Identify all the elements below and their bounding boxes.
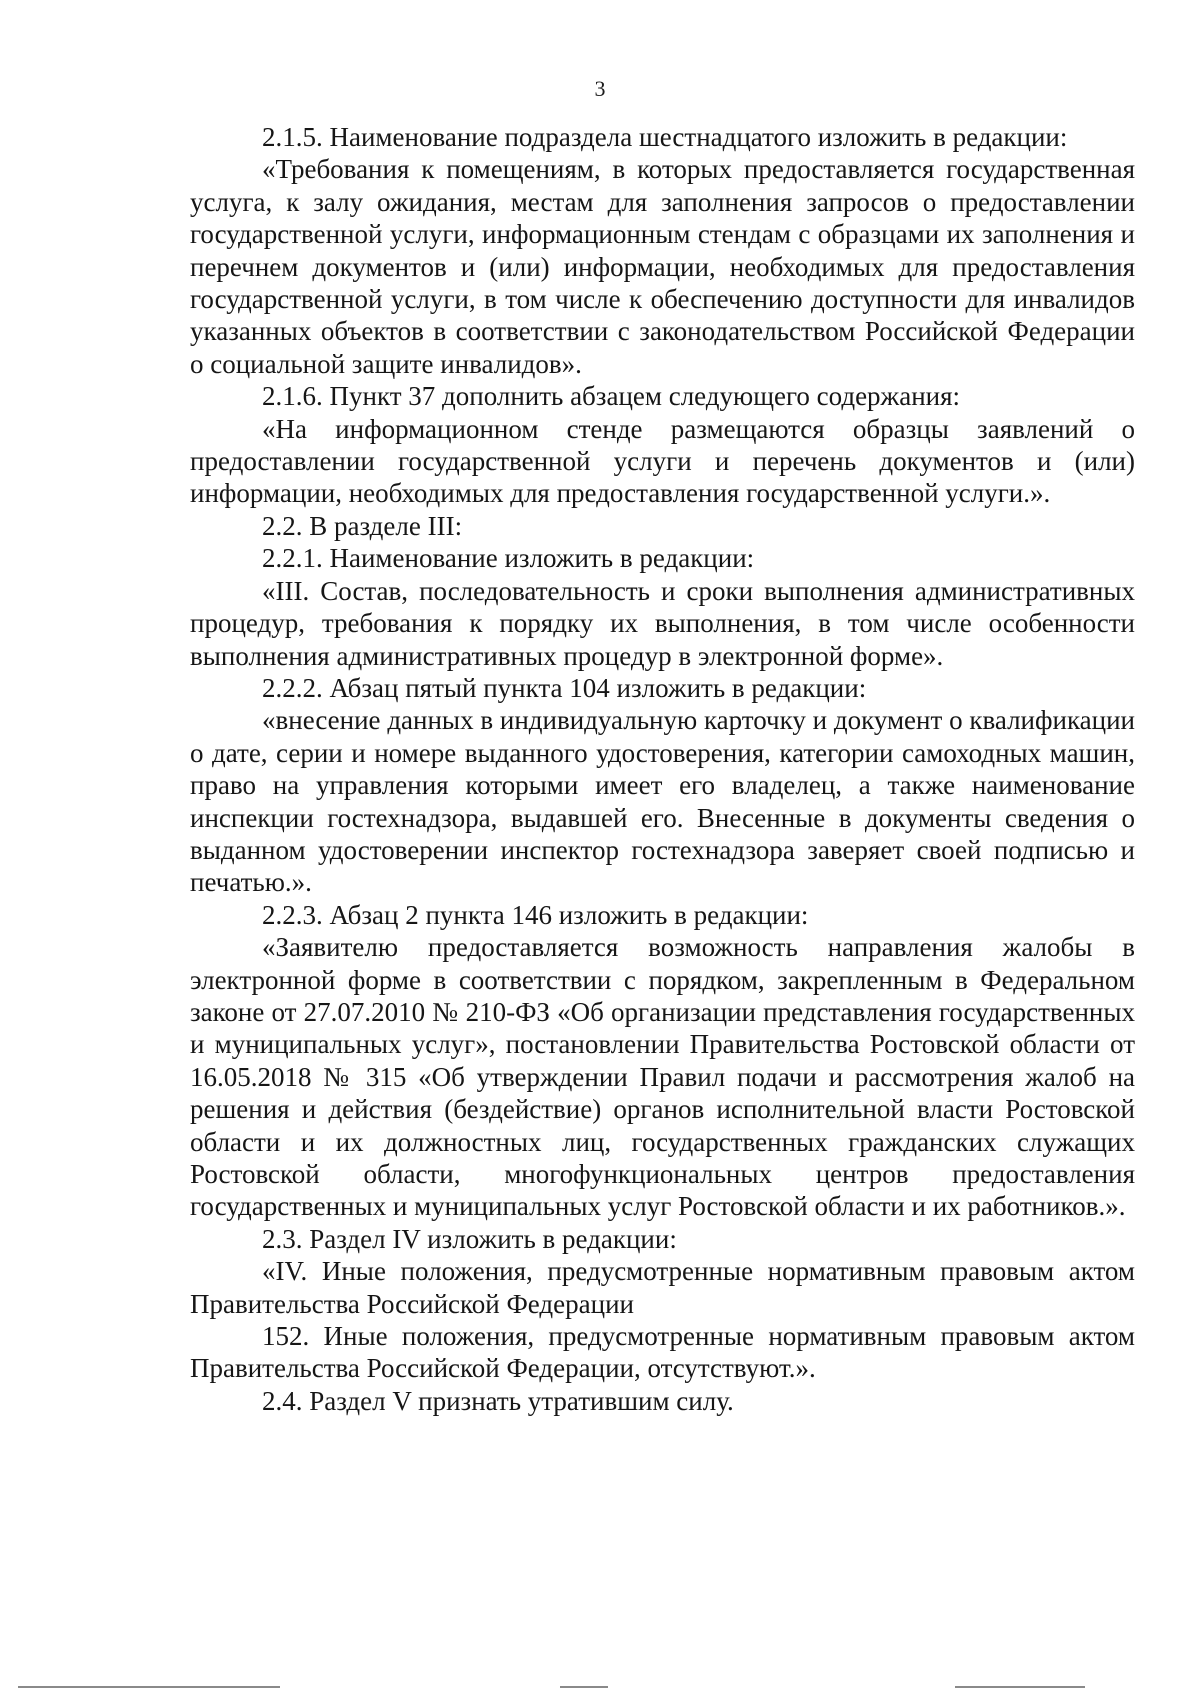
paragraph-quote-data-entry: «внесение данных в индивидуальную карточку и документ о квалификации о дате, серии и номере выданного удостоверения, категории самоходных машин, право на управления которыми имеет его владелец, а также наименование инспекции гостехнадзора, выдавшей его. Внесенные в документы сведения о выданном удостоверении инспектор гостехнадзора заверяет своей подписью и печатью.». — [190, 705, 1135, 898]
paragraph-2-2: 2.2. В разделе III: — [262, 510, 463, 541]
paragraph-152: 152. Иные положения, предусмотренные нормативным правовым актом Правительства Российской Федерации, отсутствуют.». — [190, 1321, 1135, 1384]
document-body — [190, 121, 1135, 1417]
paragraph-2-2-3: 2.2.3. Абзац 2 пункта 146 изложить в редакции: — [262, 899, 809, 930]
page-number: 3 — [594, 76, 606, 101]
paragraph-quote-section-iv: «IV. Иные положения, предусмотренные нормативным правовым актом Правительства Российской Федерации — [190, 1256, 1135, 1319]
paragraph-2-2-2: 2.2.2. Абзац пятый пункта 104 изложить в редакции: — [262, 672, 867, 703]
paragraph-quote-complaint: «Заявителю предоставляется возможность направления жалобы в электронной форме в соответствии с порядком, закрепленным в Федеральном законе от 27.07.2010 № 210-ФЗ «Об организации представления государственных и муниципальных услуг», постановлении Правительства Ростовской области от 16.05.2018 № 315 «Об утверждении Правил подачи и рассмотрения жалоб на решения и действия (бездействие) органов исполнительной власти Ростовской области и их должностных лиц, государственных гражданских служащих Ростовской области, многофункциональных центров предоставления государственных и муниципальных услуг Ростовской области и их работников.». — [190, 932, 1135, 1222]
paragraph-2-1-5: 2.1.5. Наименование подраздела шестнадцатого изложить в редакции: — [262, 122, 1068, 152]
paragraph-quote-requirements: «Требования к помещениям, в которых предоставляется государственная услуга, к залу ожидания, местам для заполнения запросов о предоставлении государственной услуги, информационным стендам с образцами их заполнения и перечнем документов и (или) информации, необходимых для предоставления государственной услуги, в том числе к обеспечению доступности для инвалидов указанных объектов в соответствии с законодательством Российской Федерации о социальной защите инвалидов». — [190, 154, 1135, 379]
paragraph-2-4: 2.4. Раздел V признать утратившим силу. — [262, 1385, 734, 1416]
paragraph-2-2-1: 2.2.1. Наименование изложить в редакции: — [262, 543, 755, 574]
scan-artifact-line — [560, 1686, 608, 1688]
paragraph-quote-info-stand: «На информационном стенде размещаются образцы заявлений о предоставлении государственной услуги и перечень документов и (или) информации, необходимых для предоставления государственной услуги.». — [190, 413, 1135, 509]
scan-artifact-line — [18, 1686, 280, 1688]
paragraph-2-3: 2.3. Раздел IV изложить в редакции: — [262, 1223, 677, 1254]
paragraph-2-1-6: 2.1.6. Пункт 37 дополнить абзацем следующего содержания: — [262, 381, 961, 412]
paragraph-quote-section-iii: «III. Состав, последовательность и сроки выполнения административных процедур, требования к порядку их выполнения, в том числе особенности выполнения административных процедур в электронной форме». — [190, 575, 1135, 671]
scan-artifact-line — [955, 1686, 1085, 1688]
